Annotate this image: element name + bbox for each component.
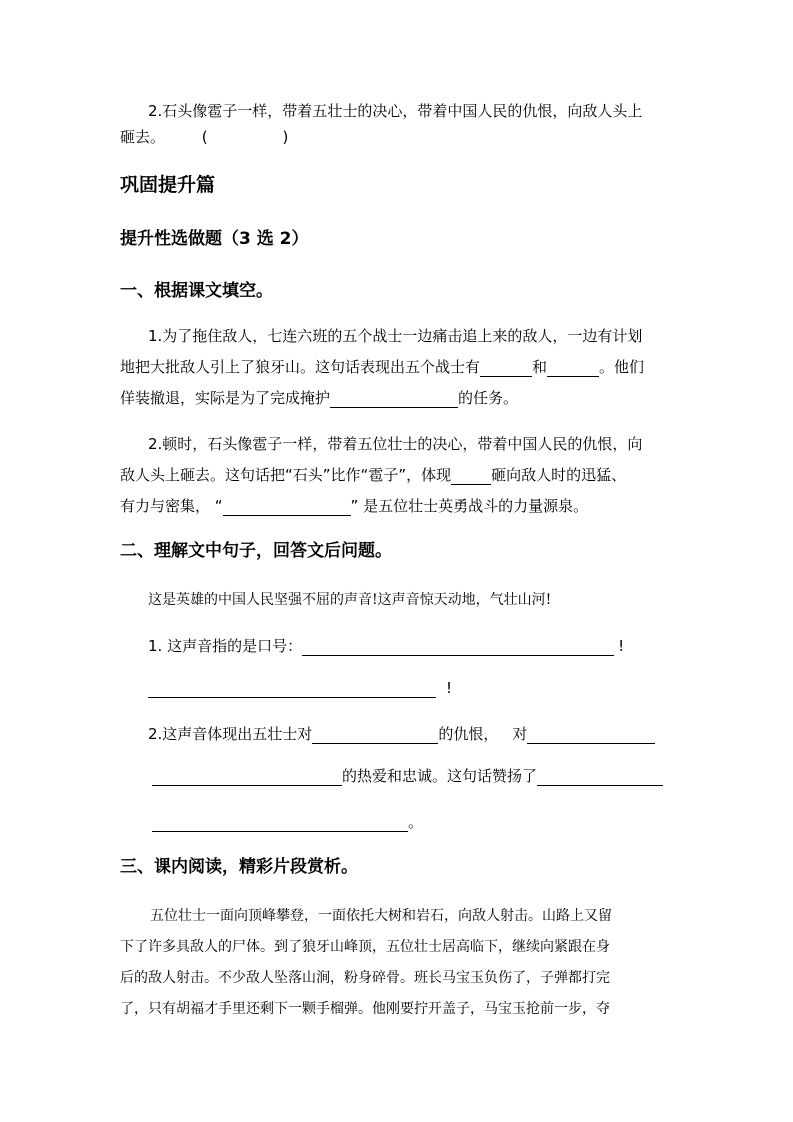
part2-q2-line3 [152,812,423,832]
part1-item2-line1: 2.顿时，石头像雹子一样，带着五位壮士的决心，带着中国人民的仇恨，向 [148,435,643,453]
part1-item1-text-b: 和 [532,358,548,376]
part1-item1-text-a: 地把大批敌人引上了狼牙山。这句话表现出五个战士有 [120,358,481,376]
part2-q2-end: 。 [408,813,424,831]
part1-item2-text-d: ” 是五位壮士英勇战斗的力量源泉。 [350,497,589,515]
part3-heading: 三、课内阅读，精彩片段赏析。 [120,857,358,877]
part2-q2-text-d: 的热爱和忠诚。这句话赞扬了 [342,767,538,785]
answer-line[interactable] [537,769,663,786]
fill-blank[interactable] [547,360,599,377]
part2-quote: 这是英雄的中国人民坚强不屈的声音!这声音惊天动地，气壮山河! [148,592,552,608]
fill-blank[interactable] [330,391,458,408]
part2-q2-text-b: 的仇恨， [438,725,499,743]
part1-item2-line2 [120,465,626,485]
prev-question-line-2 [120,127,288,147]
part3-passage-line-3: 后的敌人射击。不少敌人坠落山涧，粉身碎骨。班长马宝玉负伤了，子弹都打完 [120,970,610,986]
part1-item1-text-e: 的任务。 [458,389,519,407]
part1-item2-line3 [120,496,588,516]
answer-line[interactable] [148,681,436,698]
answer-line[interactable] [312,727,438,744]
section-title: 巩固提升篇 [120,174,216,196]
part2-q2-text-a: 2.这声音体现出五壮士对 [148,725,313,743]
answer-line[interactable] [302,639,614,656]
part1-item1-text-d: 佯装撤退，实际是为了完成掩护 [120,389,331,407]
answer-paren-open: ( [201,128,208,146]
part3-passage-line-4: 了，只有胡福才手里还剩下一颗手榴弹。他刚要拧开盖子，马宝玉抢前一步，夺 [120,1001,610,1017]
part2-q1-line1 [148,636,624,656]
part3-passage-line-2: 下了许多具敌人的尸体。到了狼牙山峰顶，五位壮士居高临下，继续向紧跟在身 [120,939,610,955]
part1-item1-line2 [120,357,644,377]
prev-question-text: 砸去。 [120,128,166,146]
part2-q2-text-c: 对 [512,725,528,743]
part2-q2-line2 [152,766,663,786]
answer-line[interactable] [152,815,408,832]
part1-item2-text-c: 有力与密集， “ [120,497,223,515]
part1-item2-text-b: 砸向敌人时的迅猛、 [491,466,627,484]
part2-q1-line2 [148,678,452,698]
part1-item1-text-c: 。他们 [599,358,645,376]
prev-question-line-1: 2.石头像雹子一样，带着五壮士的决心，带着中国人民的仇恨，向敌人头上 [148,102,643,120]
part2-q1-label: 1. 这声音指的是口号： [148,637,303,655]
exclamation: ! [618,637,625,655]
part1-heading: 一、根据课文填空。 [120,281,273,301]
part1-item1-line3 [120,388,518,408]
fill-blank[interactable] [223,499,351,516]
answer-line[interactable] [152,769,342,786]
part3-passage-line-1: 五位壮士一面向顶峰攀登，一面依托大树和岩石，向敌人射击。山路上又留 [150,908,612,924]
subsection-title: 提升性选做题（3 选 2） [120,229,309,249]
fill-blank[interactable] [480,360,532,377]
answer-paren-close: ) [282,128,289,146]
part1-item2-text-a: 敌人头上砸去。这句话把“石头”比作“雹子”，体现 [120,466,452,484]
fill-blank[interactable] [451,468,491,485]
part2-q2-line1 [148,724,655,744]
exclamation: ! [446,679,453,697]
answer-line[interactable] [527,727,655,744]
part1-item1-line1: 1.为了拖住敌人，七连六班的五个战士一边痛击追上来的敌人，一边有计划 [148,327,643,345]
part2-heading: 二、理解文中句子，回答文后问题。 [120,541,392,561]
